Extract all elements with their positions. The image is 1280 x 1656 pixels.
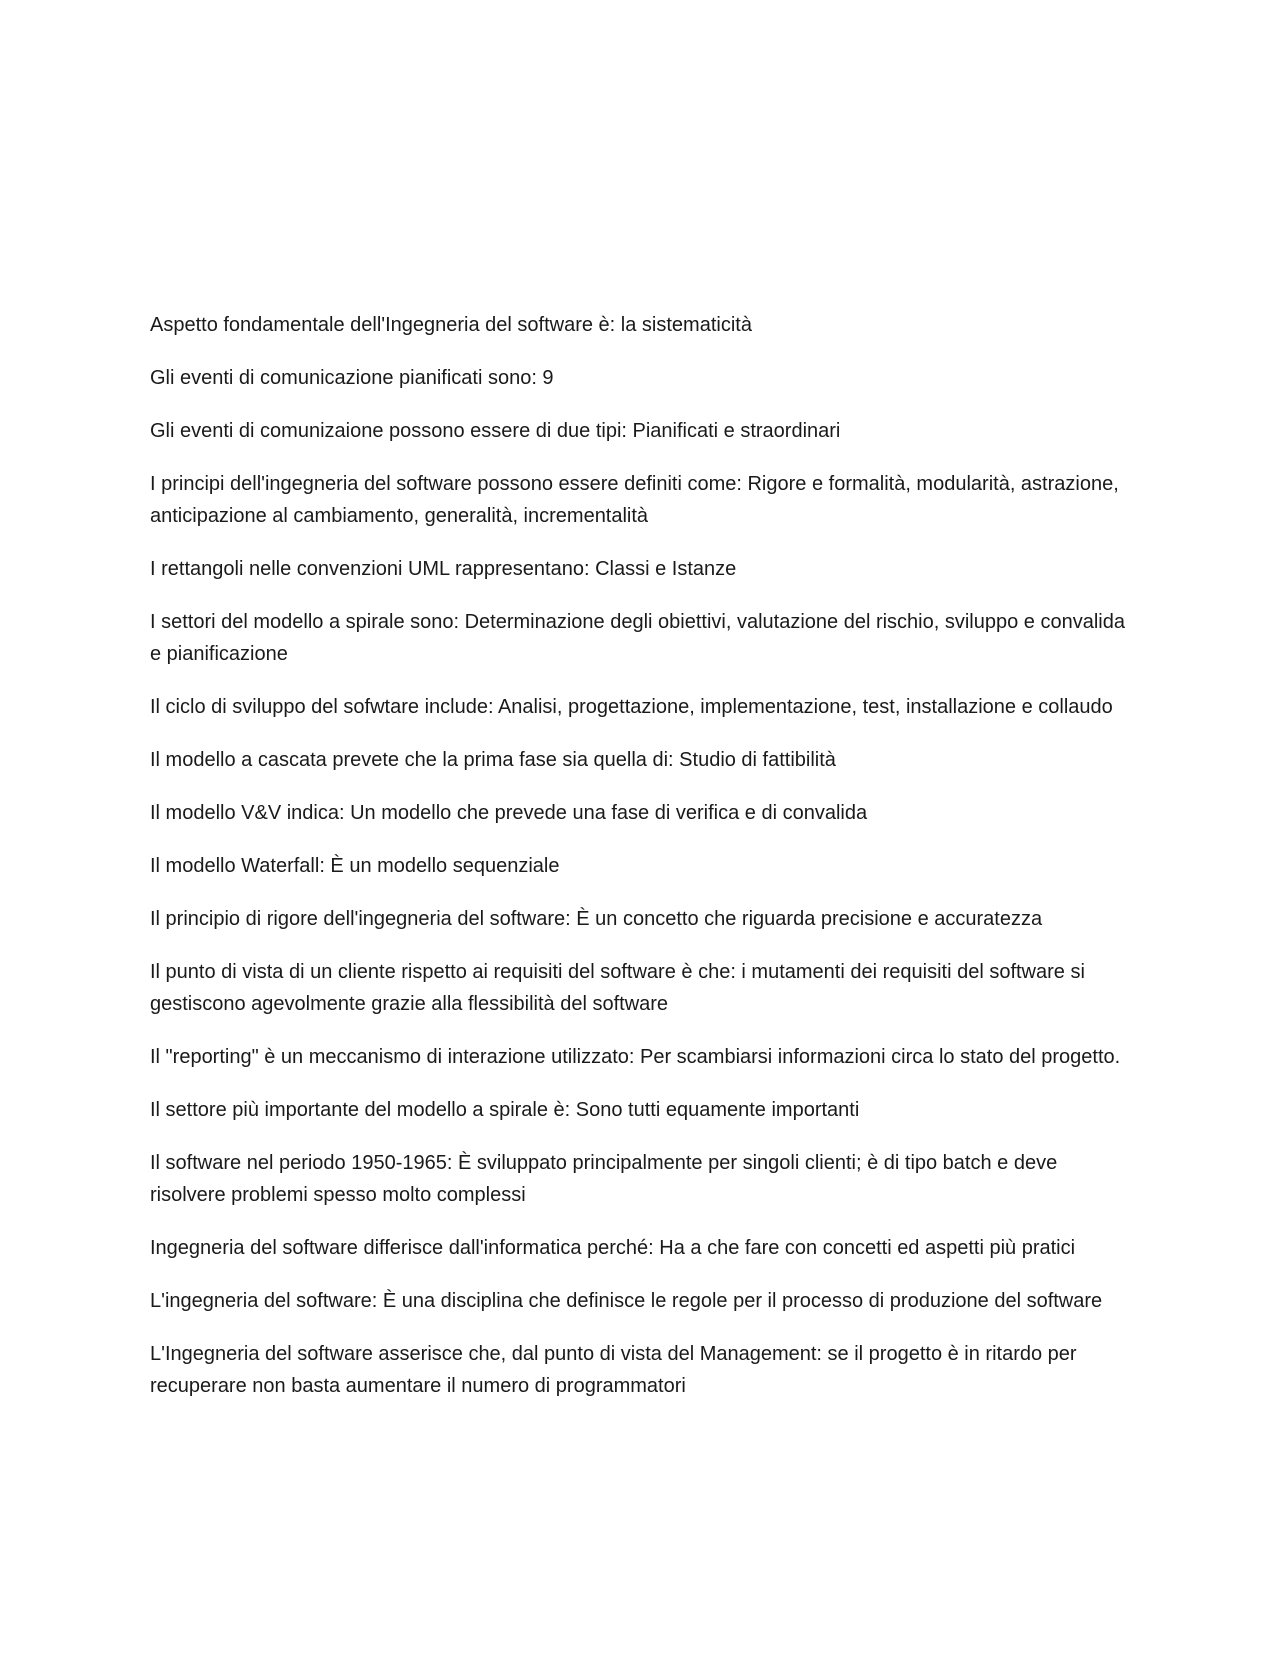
paragraph: L'Ingegneria del software asserisce che, dal punto di vista del Management: se il progetto è in ritardo per recuperare non basta aumentare il numero di programmatori bbox=[150, 1343, 1077, 1397]
paragraph: Il modello Waterfall: È un modello sequenziale bbox=[150, 855, 560, 877]
paragraph: I rettangoli nelle convenzioni UML rappresentano: Classi e Istanze bbox=[150, 558, 737, 580]
paragraph: L'ingegneria del software: È una disciplina che definisce le regole per il processo di produzione del software bbox=[150, 1290, 1103, 1312]
paragraph: I principi dell'ingegneria del software possono essere definiti come: Rigore e formalità, modularità, astrazione, anticipazione al cambiamento, generalità, incrementalità bbox=[150, 473, 1119, 527]
paragraph: Ingegneria del software differisce dall'informatica perché: Ha a che fare con concetti ed aspetti più pratici bbox=[150, 1237, 1076, 1259]
paragraph: Il punto di vista di un cliente rispetto ai requisiti del software è che: i mutamenti dei requisiti del software si gestiscono agevolmente grazie alla flessibilità del software bbox=[150, 961, 1085, 1015]
paragraph: Il settore più importante del modello a spirale è: Sono tutti equamente importanti bbox=[150, 1099, 860, 1121]
paragraph: Il ciclo di sviluppo del sofwtare include: Analisi, progettazione, implementazione, test, installazione e collaudo bbox=[150, 696, 1113, 718]
document-body bbox=[150, 309, 1135, 1423]
paragraph: Il modello V&V indica: Un modello che prevede una fase di verifica e di convalida bbox=[150, 802, 868, 824]
paragraph: Il "reporting" è un meccanismo di interazione utilizzato: Per scambiarsi informazioni circa lo stato del progetto. bbox=[150, 1046, 1121, 1068]
paragraph: Aspetto fondamentale dell'Ingegneria del software è: la sistematicità bbox=[150, 314, 752, 336]
paragraph: Il software nel periodo 1950-1965: È sviluppato principalmente per singoli clienti; è di tipo batch e deve risolvere problemi spesso molto complessi bbox=[150, 1152, 1058, 1206]
paragraph: Gli eventi di comunizaione possono essere di due tipi: Pianificati e straordinari bbox=[150, 420, 841, 442]
paragraph: Gli eventi di comunicazione pianificati sono: 9 bbox=[150, 367, 554, 389]
paragraph: Il modello a cascata prevete che la prima fase sia quella di: Studio di fattibilità bbox=[150, 749, 836, 771]
paragraph: I settori del modello a spirale sono: Determinazione degli obiettivi, valutazione del rischio, sviluppo e convalida e pianificazione bbox=[150, 611, 1125, 665]
paragraph: Il principio di rigore dell'ingegneria del software: È un concetto che riguarda precisione e accuratezza bbox=[150, 908, 1043, 930]
